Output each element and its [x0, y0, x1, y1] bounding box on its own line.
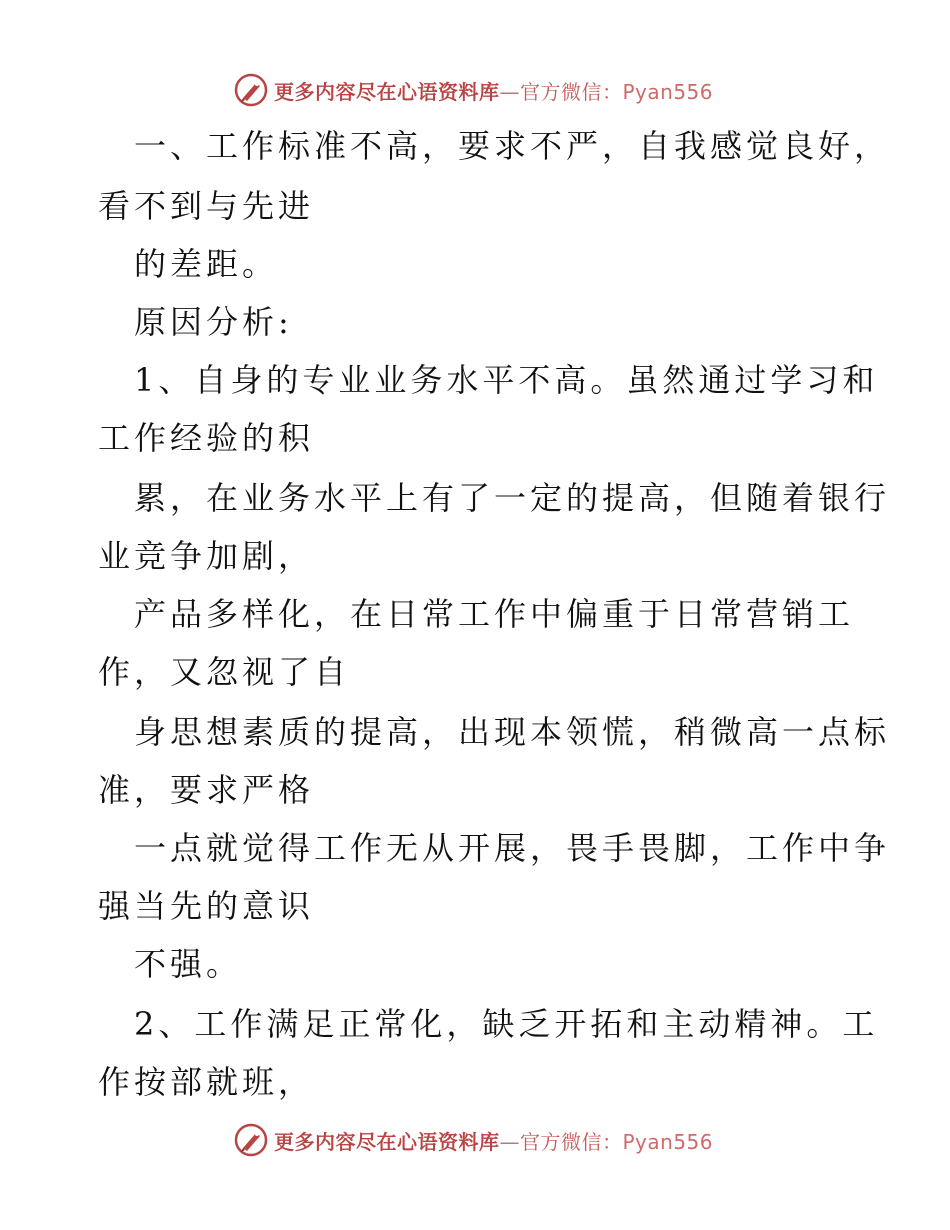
text-line: 不强。 [134, 945, 243, 983]
text-line: 作按部就班， [98, 1063, 315, 1101]
watermark-separator: — [499, 1129, 520, 1154]
text-line: 产品多样化，在日常工作中偏重于日常营销工 [134, 595, 855, 633]
text-line: 业竞争加剧， [98, 537, 315, 575]
text-line: 强当先的意识 [98, 887, 315, 925]
text-line: 一点就觉得工作无从开展，畏手畏脚，工作中争 [134, 829, 891, 867]
watermark-handle: Pyan556 [622, 79, 714, 104]
text-line: 2、工作满足正常化，缺乏开拓和主动精神。工 [134, 1005, 879, 1043]
watermark-separator: — [499, 79, 520, 104]
footer-watermark [234, 1120, 713, 1160]
watermark-handle: Pyan556 [622, 1129, 714, 1154]
text-line: 的差距。 [134, 245, 279, 283]
text-line: 作，又忽视了自 [98, 653, 351, 691]
text-line: 1、自身的专业业务水平不高。虽然通过学习和 [134, 361, 879, 399]
text-line: 一、工作标准不高，要求不严，自我感觉良好， [134, 127, 891, 165]
watermark-brand: 更多内容尽在心语资料库 [274, 79, 500, 104]
watermark-official: 官方微信： [520, 1129, 623, 1154]
watermark-brand: 更多内容尽在心语资料库 [274, 1129, 500, 1154]
text-line: 准，要求严格 [98, 771, 315, 809]
text-line: 身思想素质的提高，出现本领慌，稍微高一点标 [134, 713, 891, 751]
text-line: 累，在业务水平上有了一定的提高，但随着银行 [134, 479, 891, 517]
text-line: 看不到与先进 [98, 187, 315, 225]
watermark-official: 官方微信： [520, 79, 623, 104]
text-line: 工作经验的积 [98, 419, 315, 457]
pen-logo-icon [234, 1123, 268, 1157]
section-heading: 原因分析: [134, 303, 293, 341]
